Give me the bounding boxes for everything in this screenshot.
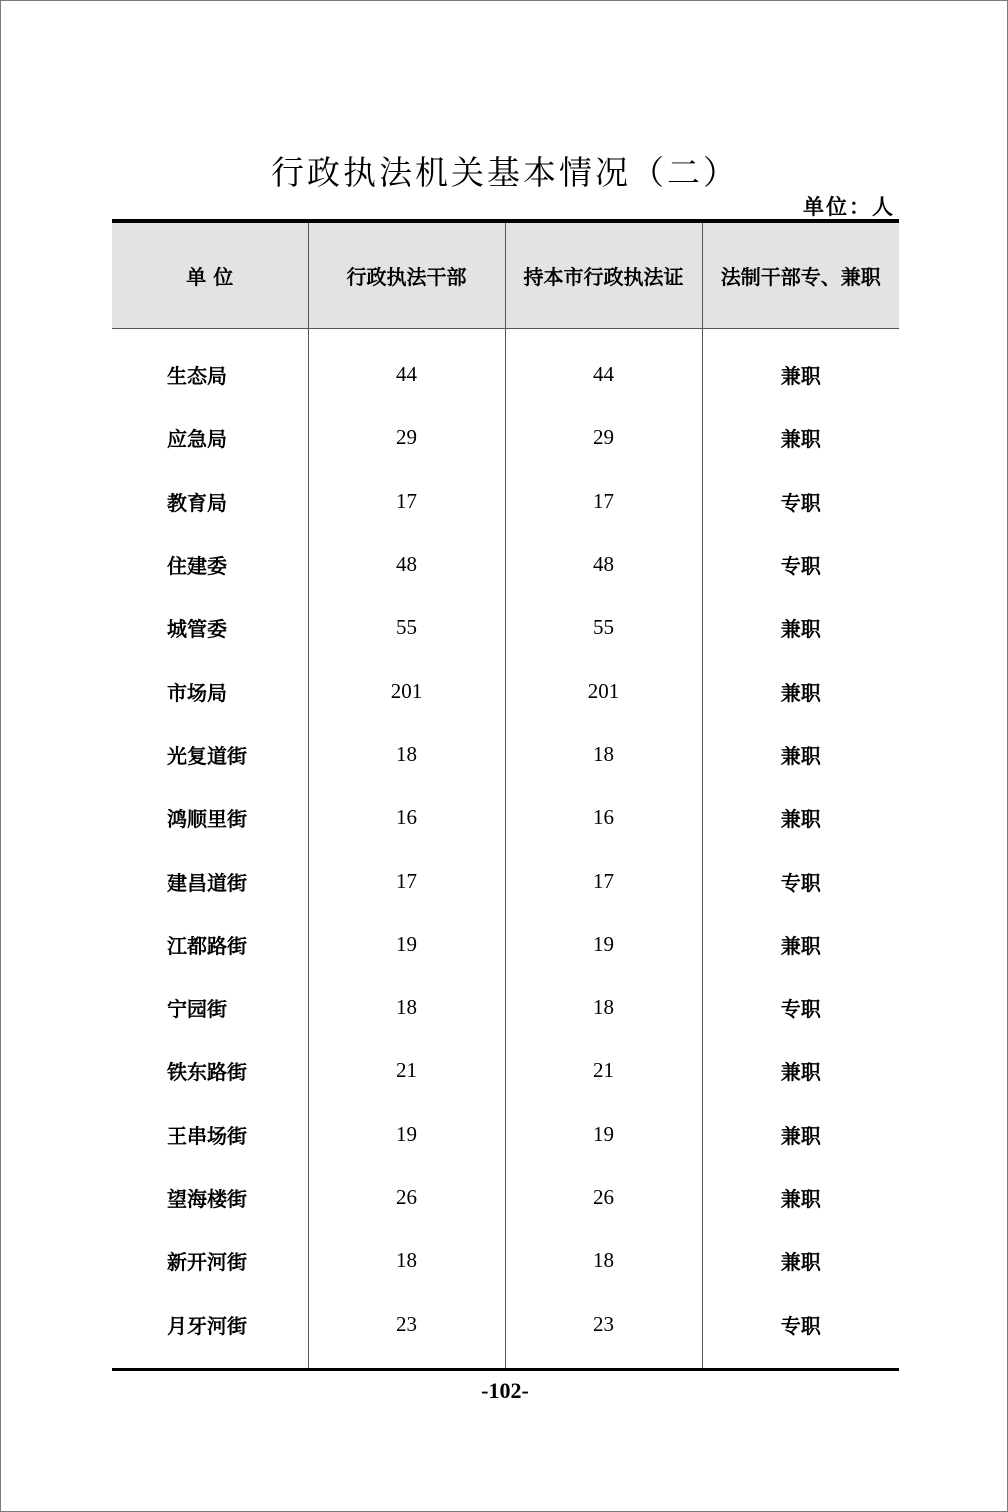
cell-legal-role: 兼职: [780, 1250, 821, 1275]
table-row: [112, 1103, 899, 1166]
cell-certified: 55: [505, 596, 702, 659]
data-table-container: [112, 219, 899, 1371]
cell-certified: 201: [505, 659, 702, 722]
table-header-row: [112, 223, 899, 329]
cell-legal-role: 兼职: [780, 1060, 821, 1085]
cell-officers: 21: [308, 1039, 505, 1102]
cell-legal-role: 兼职: [780, 364, 821, 389]
cell-legal-role: 专职: [780, 870, 821, 895]
table-row: [112, 1166, 899, 1229]
cell-officers: 48: [308, 533, 505, 596]
cell-certified: 17: [505, 849, 702, 912]
cell-unit: 住建委: [112, 533, 308, 596]
cell-legal-role: 专职: [780, 1313, 821, 1338]
table-row: [112, 406, 899, 469]
table-row: [112, 1229, 899, 1292]
cell-certified: 29: [505, 406, 702, 469]
cell-legal-role: 兼职: [780, 807, 821, 832]
cell-officers: 19: [308, 913, 505, 976]
cell-unit: 应急局: [112, 406, 308, 469]
cell-certified: 26: [505, 1166, 702, 1229]
cell-officers: 18: [308, 723, 505, 786]
cell-legal-role: 兼职: [780, 427, 821, 452]
table-row: [112, 976, 899, 1039]
page-title: 行政执法机关基本情况（二）: [271, 153, 739, 192]
unit-note: 单位：人: [803, 195, 895, 219]
cell-officers: 17: [308, 470, 505, 533]
cell-legal-role: 专职: [780, 554, 821, 579]
cell-unit: 教育局: [112, 470, 308, 533]
cell-certified: 23: [505, 1292, 702, 1367]
cell-unit: 望海楼街: [112, 1166, 308, 1229]
header-legal-role: 法制干部专、兼职: [702, 223, 899, 329]
table-body: [112, 329, 899, 1368]
header-certified: 持本市行政执法证: [505, 223, 702, 329]
cell-legal-role: 兼职: [780, 680, 821, 705]
cell-certified: 44: [505, 329, 702, 407]
header-officers: 行政执法干部: [308, 223, 505, 329]
table-row: [112, 849, 899, 912]
cell-unit: 城管委: [112, 596, 308, 659]
cell-legal-role: 兼职: [780, 933, 821, 958]
table-row: [112, 723, 899, 786]
cell-officers: 29: [308, 406, 505, 469]
cell-officers: 18: [308, 976, 505, 1039]
cell-legal-role: 兼职: [780, 617, 821, 642]
cell-unit: 宁园街: [112, 976, 308, 1039]
enforcement-table: [112, 223, 899, 1368]
table-row: [112, 1039, 899, 1102]
cell-unit: 市场局: [112, 659, 308, 722]
cell-legal-role: 兼职: [780, 743, 821, 768]
cell-unit: 新开河街: [112, 1229, 308, 1292]
table-row: [112, 329, 899, 407]
cell-certified: 19: [505, 1103, 702, 1166]
cell-certified: 16: [505, 786, 702, 849]
cell-unit: 王串场街: [112, 1103, 308, 1166]
table-row: [112, 596, 899, 659]
cell-certified: 18: [505, 1229, 702, 1292]
cell-officers: 23: [308, 1292, 505, 1367]
cell-certified: 21: [505, 1039, 702, 1102]
table-row: [112, 470, 899, 533]
cell-certified: 19: [505, 913, 702, 976]
table-row: [112, 913, 899, 976]
cell-officers: 55: [308, 596, 505, 659]
cell-officers: 26: [308, 1166, 505, 1229]
cell-unit: 月牙河街: [112, 1292, 308, 1367]
cell-unit: 铁东路街: [112, 1039, 308, 1102]
page-number: -102-: [481, 1378, 529, 1403]
cell-legal-role: 专职: [780, 490, 821, 515]
cell-officers: 16: [308, 786, 505, 849]
cell-certified: 48: [505, 533, 702, 596]
cell-certified: 17: [505, 470, 702, 533]
cell-certified: 18: [505, 723, 702, 786]
table-row: [112, 1292, 899, 1367]
cell-unit: 生态局: [112, 329, 308, 407]
cell-legal-role: 兼职: [780, 1187, 821, 1211]
table-row: [112, 533, 899, 596]
cell-legal-role: 兼职: [780, 1123, 821, 1148]
cell-officers: 18: [308, 1229, 505, 1292]
cell-officers: 44: [308, 329, 505, 407]
table-row: [112, 659, 899, 722]
cell-officers: 17: [308, 849, 505, 912]
cell-officers: 201: [308, 659, 505, 722]
cell-officers: 19: [308, 1103, 505, 1166]
cell-legal-role: 专职: [780, 997, 821, 1022]
cell-unit: 光复道街: [112, 723, 308, 786]
cell-unit: 鸿顺里街: [112, 786, 308, 849]
cell-unit: 江都路街: [112, 913, 308, 976]
table-row: [112, 786, 899, 849]
header-unit: 单 位: [112, 223, 308, 329]
cell-certified: 18: [505, 976, 702, 1039]
cell-unit: 建昌道街: [112, 849, 308, 912]
table-bottom-rule: [112, 1368, 899, 1371]
